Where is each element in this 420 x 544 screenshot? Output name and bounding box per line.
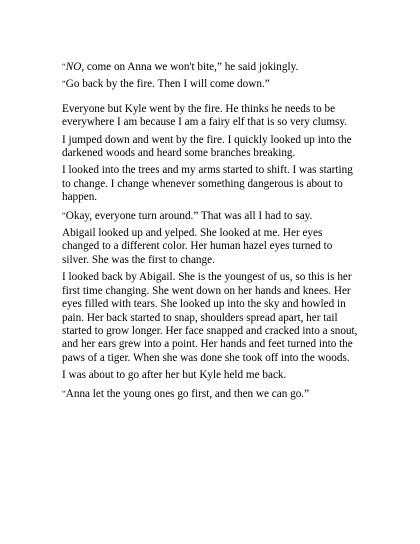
dialogue-line bbox=[62, 387, 362, 401]
dialogue-line bbox=[62, 60, 362, 74]
dialogue-line bbox=[62, 209, 362, 223]
paragraph: I jumped down and went by the fire. I quickly looked up into the darkened woods and heard some branches breaking. bbox=[62, 133, 352, 160]
open-quote: “ bbox=[62, 78, 66, 89]
emphasized-word: NO bbox=[65, 61, 82, 73]
paragraph: I looked back by Abigail. She is the youngest of us, so this is her first time changing. She went down on her hands and knees. Her eyes filled with tears. She looked up into the sky and howled in pain. Her back started to snap, shoulders spread apart, her tail started to grow longer. Her face snapped and cracked into a snout, and her ears grew into a point. Her hands and feet turned into the paws of a tiger. When she was done she took off into the woods. bbox=[62, 271, 358, 364]
paragraph: Abigail looked up and yelped. She looked at me. Her eyes changed to a different color. Her human hazel eyes turned to silver. She was the first to change. bbox=[62, 227, 333, 266]
dialogue-line bbox=[62, 77, 362, 91]
paragraph: I looked into the trees and my arms started to shift. I was starting to change. I change whenever something dangerous is about to happen. bbox=[62, 164, 353, 204]
dialogue-text: , come on Anna we won't bite,” he said jokingly. bbox=[81, 61, 299, 73]
dialogue-text: Go back by the fire. Then I will come down.” bbox=[65, 78, 270, 91]
paragraph: Everyone but Kyle went by the fire. He thinks he needs to be everywhere I am because I am a fairy elf that is so very clumsy. bbox=[62, 102, 348, 129]
document-page bbox=[62, 60, 362, 405]
dialogue-text: Anna let the young ones go first, and then we can go.” bbox=[65, 387, 310, 400]
open-quote: “ bbox=[62, 61, 66, 71]
paragraph: I was about to go after her but Kyle held me back. bbox=[62, 369, 287, 382]
open-quote: “ bbox=[62, 387, 66, 398]
dialogue-text: Okay, everyone turn around.” That was all I had to say. bbox=[65, 209, 313, 222]
open-quote: “ bbox=[62, 209, 66, 220]
